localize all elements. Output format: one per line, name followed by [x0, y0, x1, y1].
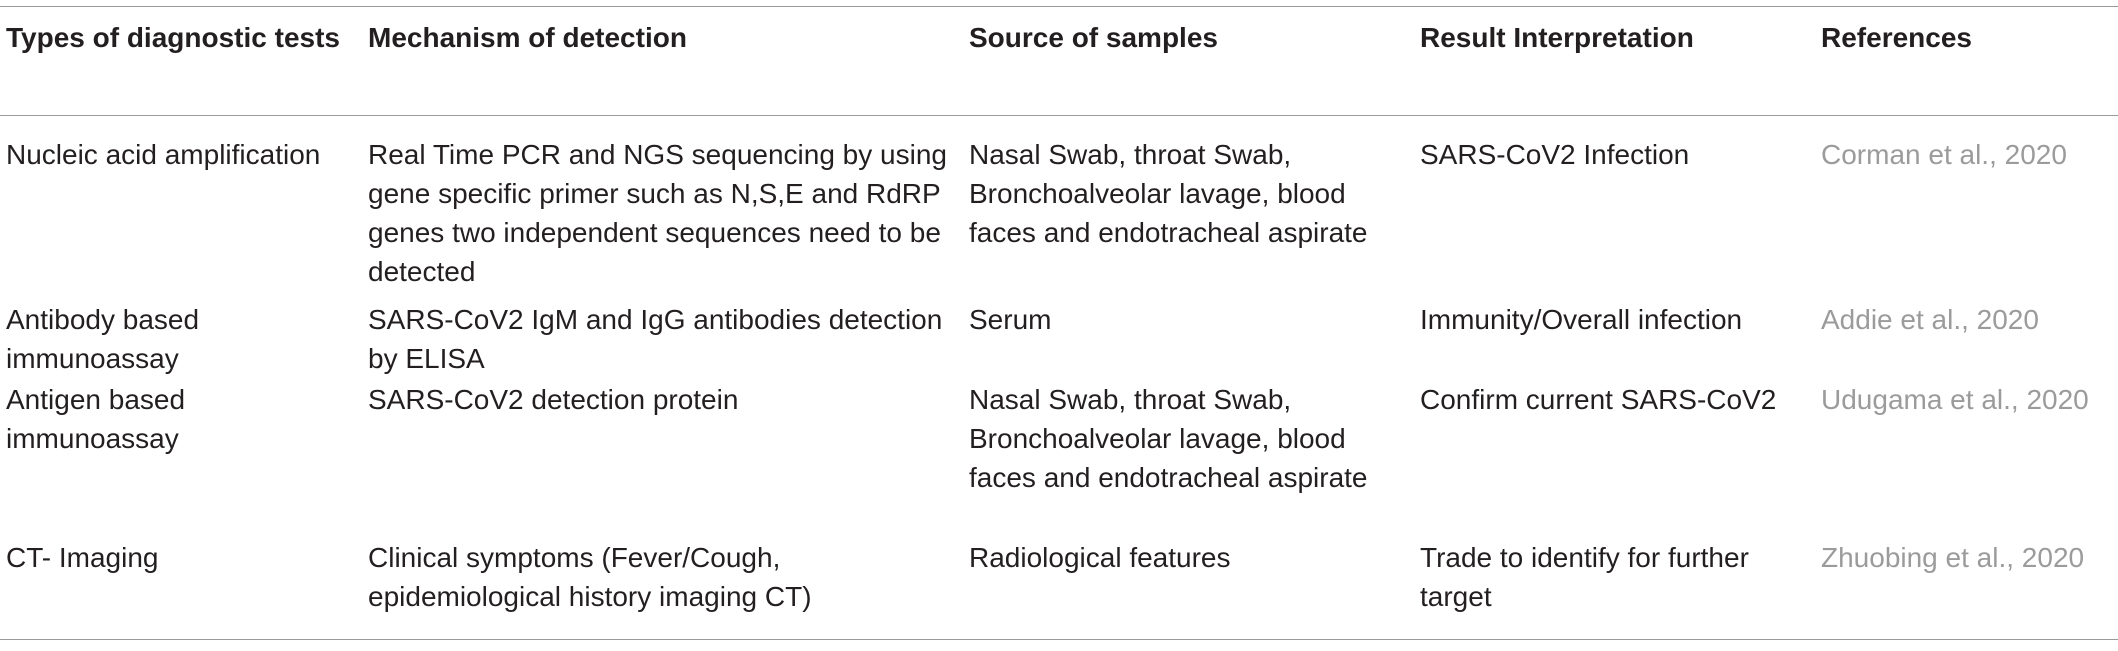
table-row — [0, 378, 2118, 536]
cell-mechanism: SARS-CoV2 IgM and IgG antibodies detection by ELISA — [368, 304, 943, 374]
top-rule — [0, 6, 2118, 7]
header-mechanism: Mechanism of detection — [368, 22, 687, 53]
cell-type: Antigen based immunoassay — [6, 384, 186, 454]
cell-result: Confirm current SARS-CoV2 — [1420, 384, 1777, 415]
cell-type: Antibody based immunoassay — [6, 304, 200, 374]
cell-source: Nasal Swab, throat Swab, Bronchoalveolar lavage, blood faces and endotracheal aspirate — [969, 139, 1368, 248]
table-body — [0, 113, 2118, 616]
cell-reference-link[interactable]: Udugama et al., 2020 — [1821, 384, 2089, 415]
cell-result: Immunity/Overall infection — [1420, 304, 1743, 335]
cell-source: Serum — [969, 304, 1052, 335]
cell-reference-link[interactable]: Corman et al., 2020 — [1821, 139, 2067, 170]
header-source: Source of samples — [969, 22, 1218, 53]
header-result: Result Interpretation — [1420, 22, 1694, 53]
table — [0, 8, 2118, 616]
cell-mechanism: SARS-CoV2 detection protein — [368, 384, 739, 415]
header-row — [0, 8, 2118, 113]
cell-type: Nucleic acid amplification — [6, 139, 321, 170]
cell-reference-link[interactable]: Addie et al., 2020 — [1821, 304, 2039, 335]
cell-source: Radiological features — [969, 542, 1231, 573]
cell-result: SARS-CoV2 Infection — [1420, 139, 1690, 170]
table-row — [0, 113, 2118, 298]
table-row — [0, 536, 2118, 616]
bottom-rule — [0, 639, 2118, 640]
cell-mechanism: Real Time PCR and NGS sequencing by using gene specific primer such as N,S,E and RdRP genes two independent sequences need to be detected — [368, 139, 947, 287]
cell-reference-link[interactable]: Zhuobing et al., 2020 — [1821, 542, 2085, 573]
cell-result: Trade to identify for further target — [1420, 542, 1749, 612]
cell-mechanism: Clinical symptoms (Fever/Cough, epidemiological history imaging CT) — [368, 542, 812, 612]
table-row — [0, 298, 2118, 378]
header-references: References — [1821, 22, 1972, 53]
header-type: Types of diagnostic tests — [6, 22, 340, 53]
table-header — [0, 8, 2118, 113]
cell-type: CT- Imaging — [6, 542, 159, 573]
cell-source: Nasal Swab, throat Swab, Bronchoalveolar lavage, blood faces and endotracheal aspirate — [969, 384, 1368, 493]
